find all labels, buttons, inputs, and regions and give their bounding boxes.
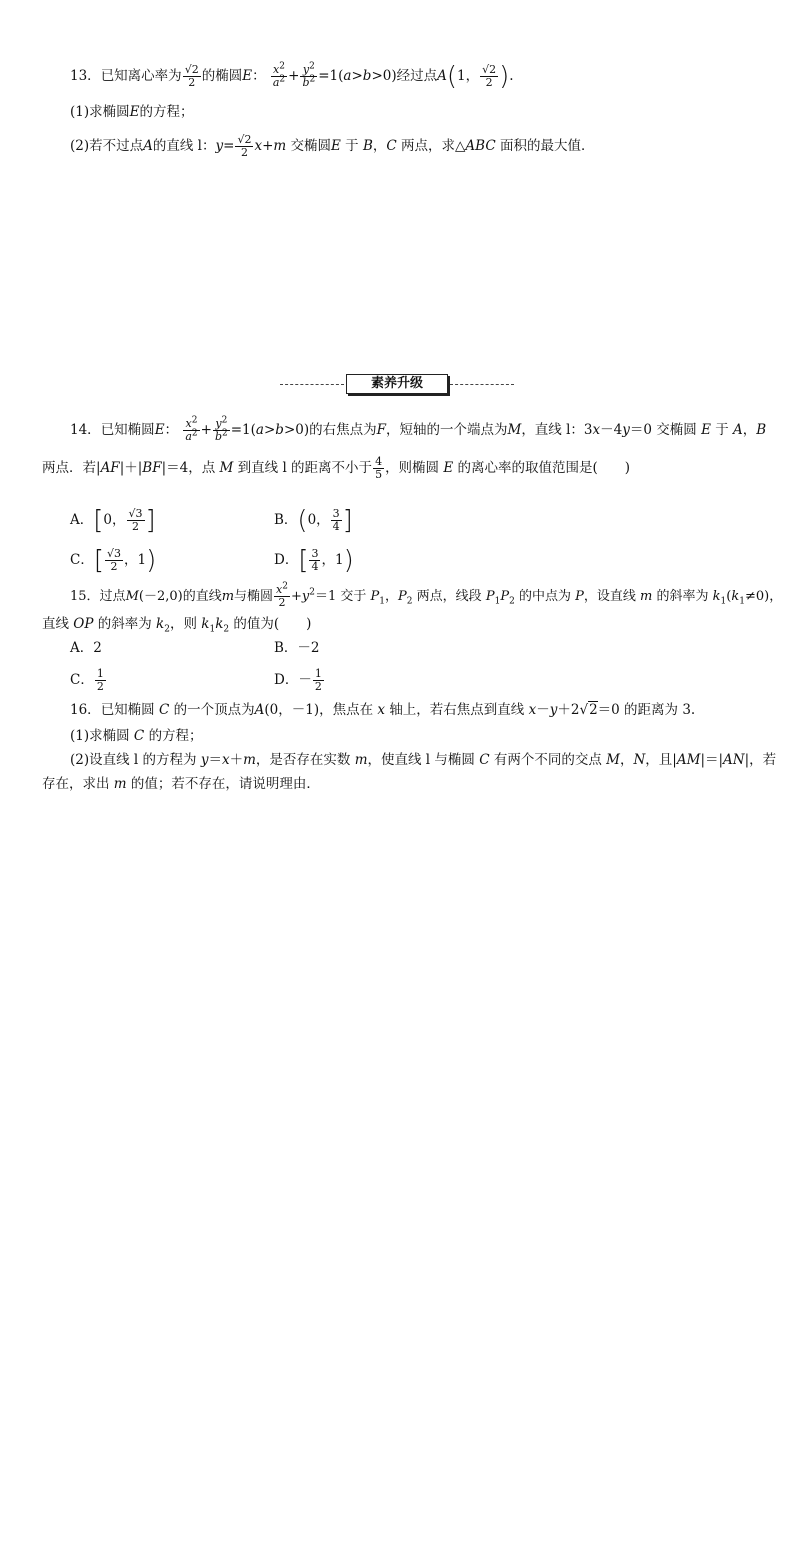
var-P: P (500, 589, 510, 604)
fraction-x2-a2 (183, 415, 199, 443)
subscript: 1 (739, 596, 745, 607)
exp: 2 (282, 581, 288, 592)
subscript: 1 (379, 596, 386, 607)
q13-part2-text: 面积的最大值． (499, 138, 595, 154)
fraction-sqrt2-over-2 (480, 64, 498, 89)
subscript: 2 (509, 596, 515, 607)
var-b: b (362, 68, 372, 84)
denominator: 2 (314, 680, 322, 693)
denominator: 2 (278, 596, 286, 609)
plus: + (291, 589, 302, 604)
q15-text: 的斜率为 (97, 616, 152, 632)
q15-text: ＝1 交于 (315, 589, 367, 604)
radicand: 2 (191, 63, 199, 76)
q15-option-b[interactable]: B．－2 (274, 640, 320, 656)
q13-part2-text: 于 (345, 138, 359, 154)
subscript: 1 (209, 624, 216, 635)
var-OP: OP (73, 616, 94, 632)
q14-text: ，则椭圆 (385, 460, 440, 476)
denominator: 4 (311, 560, 319, 573)
q15-text: 两点，线段 (416, 589, 482, 604)
q15-option-a[interactable]: A．2 (70, 640, 102, 656)
sqrt-sign: √ (579, 702, 589, 718)
q14-text: 到直线 l 的距离不小于 (237, 460, 373, 476)
var-x: x (528, 702, 537, 718)
q14-text: ，短轴的一个端点为 (385, 422, 508, 438)
exp: 2 (279, 61, 285, 72)
var-B: B (362, 138, 373, 154)
var-E: E (701, 422, 711, 438)
var-E: E (242, 68, 253, 84)
var-b: b (302, 76, 310, 89)
var-a: a (185, 430, 192, 443)
q13-text: 已知离心率为 (100, 68, 182, 84)
q16-part2-text: |＝| (700, 752, 724, 768)
comma: ， (372, 138, 387, 154)
left-bracket: [ (93, 545, 104, 576)
var-b: b (214, 430, 222, 443)
sqrt-sign: √ (107, 547, 115, 560)
q14-text: －4 (600, 422, 623, 438)
var-m: m (640, 589, 653, 604)
q14-line2 (42, 456, 630, 481)
banner-dash-left (280, 384, 344, 385)
radicand: 2 (244, 133, 252, 146)
option-label: B． (274, 512, 298, 528)
option-label: D． (274, 552, 299, 568)
exp: 2 (309, 587, 315, 598)
q15-number: 15． (70, 589, 100, 604)
q15-line1 (70, 581, 783, 609)
radicand: 2 (489, 63, 497, 76)
q16-text: 轴上，若右焦点到直线 (389, 702, 525, 718)
left-bracket: [ (93, 505, 104, 536)
q15-text: 直线 (42, 616, 69, 632)
q13-number: 13． (70, 68, 101, 84)
q15-text: ，则 (169, 616, 197, 632)
option-label: D．－ (274, 672, 312, 688)
comma: ， (321, 552, 335, 568)
q16-part2 (70, 750, 776, 770)
var-P: P (398, 589, 407, 604)
q14-option-d[interactable] (274, 545, 354, 576)
plus: + (288, 68, 300, 84)
fraction-sqrt3-over-2 (105, 548, 123, 573)
q16-text: 已知椭圆 (100, 702, 155, 718)
fraction-x2-over-2 (274, 581, 290, 609)
fraction-x2-a2 (271, 61, 287, 89)
subscript: 2 (406, 596, 413, 607)
right-paren: ) (146, 545, 157, 576)
q13-text: >0)经过点 (371, 68, 438, 84)
var-k: k (215, 616, 224, 632)
var-A: A (254, 702, 265, 718)
q13-line1 (70, 61, 514, 92)
var-x: x (221, 752, 230, 768)
colon: ： (252, 68, 266, 84)
var-m: m (221, 589, 235, 604)
sqrt-sign: √ (237, 133, 245, 146)
q13-part2-text: 交椭圆 (290, 138, 331, 154)
subscript: 1 (720, 596, 727, 607)
q16-number: 16． (70, 702, 101, 718)
q13-part2-text: 的直线 l： (152, 138, 216, 154)
comma: ， (385, 589, 399, 604)
q16-text: ＝0 的距离为 3. (597, 702, 696, 718)
comma: ， (619, 752, 634, 768)
q15-line2 (42, 614, 311, 634)
var-M: M (606, 752, 620, 768)
denominator: 4 (332, 520, 340, 533)
var-C: C (158, 702, 170, 718)
var-x: x (185, 417, 192, 430)
q14-text: ，直线 l：3 (521, 422, 593, 438)
q15-text: 的斜率为 (656, 589, 709, 604)
subscript: 2 (164, 624, 170, 635)
q16-text: (0，－1)，焦点在 (264, 702, 374, 718)
q16-part2-text: 的值；若不存在，请说明理由． (130, 776, 320, 792)
q15-text: 的值为( ) (233, 616, 312, 632)
sqrt-2 (579, 700, 597, 720)
left-paren: ( (297, 505, 308, 536)
var-m: m (113, 776, 127, 792)
option-label: C． (70, 552, 94, 568)
var-A: A (733, 422, 743, 438)
q16-part2-text: (2)设直线 l 的方程为 (70, 752, 197, 768)
q14-text: ＝0 交椭圆 (629, 422, 697, 438)
var-x: x (276, 583, 283, 596)
sqrt-sign: √ (184, 63, 192, 76)
q14-option-b[interactable] (274, 505, 353, 536)
q14-option-a[interactable] (70, 505, 156, 536)
var-m: m (243, 752, 256, 768)
exp: 2 (279, 74, 286, 85)
var-m: m (354, 752, 368, 768)
q13-part1-text: (1)求椭圆 (70, 104, 130, 120)
var-C: C (133, 728, 145, 744)
q13-text: =1( (318, 68, 344, 84)
coord: 1 (457, 68, 466, 84)
fraction-sqrt3-over-2 (127, 508, 145, 533)
q15-text: 与椭圆 (234, 589, 274, 604)
numerator: 4 (375, 455, 383, 468)
q16-part1-text: 的方程； (148, 728, 203, 744)
comma: ， (465, 68, 480, 84)
q16-text: ＋2 (557, 702, 580, 718)
var-a: a (272, 76, 280, 89)
plus: ＋ (229, 752, 244, 768)
q14-text: 于 (715, 422, 729, 438)
option-label: A． (70, 512, 94, 528)
q15-text: ≠0)， (744, 589, 783, 604)
var-k: k (712, 589, 721, 604)
q16-part1-text: (1)求椭圆 (70, 728, 130, 744)
var-x: x (273, 63, 280, 76)
q14-text: 已知椭圆 (100, 422, 155, 438)
minus: － (536, 702, 550, 718)
var-a: a (343, 68, 352, 84)
var-y: y (549, 702, 558, 718)
plus: + (262, 138, 274, 154)
q13-part2 (70, 134, 594, 159)
fraction-4-over-5 (373, 456, 384, 481)
fraction-3-over-4 (331, 508, 342, 533)
option-label: C． (70, 672, 94, 688)
radicand: 3 (135, 507, 143, 520)
bound: 0 (103, 512, 112, 528)
q16-part2-line2 (42, 774, 320, 794)
var-y: y (622, 422, 630, 438)
plus: + (200, 422, 212, 438)
denominator: 2 (485, 76, 493, 89)
q16-line1 (70, 700, 695, 720)
denominator: 2 (96, 680, 104, 693)
exp: 2 (191, 415, 198, 426)
q14-text: >0)的右焦点为 (283, 422, 377, 438)
right-bracket: ] (145, 505, 156, 536)
var-A: A (437, 68, 447, 84)
var-k: k (156, 616, 165, 632)
gt: > (351, 68, 363, 84)
seg-AF: AF (100, 460, 120, 476)
q15-option-c[interactable] (70, 668, 107, 693)
numerator: 1 (96, 667, 104, 680)
denominator: 2 (132, 520, 139, 533)
q15-text: 过点 (99, 589, 126, 604)
bound: 1 (334, 552, 344, 568)
triangle-ABC: ABC (465, 138, 496, 154)
seg-BF: BF (142, 460, 162, 476)
var-y: y (215, 417, 222, 430)
var-P: P (485, 589, 495, 604)
q16-part2-text: ，是否存在实数 (255, 752, 351, 768)
q15-option-d[interactable] (274, 668, 325, 693)
fraction-sqrt2-over-2 (183, 64, 201, 89)
sqrt-sign: √ (482, 63, 490, 76)
numerator: 3 (332, 507, 340, 520)
var-M: M (219, 460, 234, 476)
subscript: 1 (494, 596, 501, 607)
q14-text: |＝4，点 (161, 460, 216, 476)
q15-text: 的中点为 (518, 589, 571, 604)
var-k: k (731, 589, 740, 604)
q16-part2-text: ，使直线 l 与椭圆 (367, 752, 475, 768)
var-b: b (275, 422, 284, 438)
q16-part2-text: 存在，求出 (42, 776, 110, 792)
seg-AN: AN (723, 752, 745, 768)
comma: ， (316, 512, 330, 528)
equals: = (223, 138, 235, 154)
var-x: x (377, 702, 386, 718)
q16-text: 的一个顶点为 (173, 702, 255, 718)
right-paren: ) (499, 61, 510, 92)
var-x: x (592, 422, 601, 438)
q15-text: ，设直线 (583, 589, 636, 604)
exp: 2 (222, 428, 228, 439)
radicand: 3 (114, 547, 122, 560)
var-k: k (201, 616, 210, 632)
q13-part1 (70, 102, 193, 122)
comma: ， (124, 552, 138, 568)
paren: ( (726, 589, 732, 604)
left-paren: ( (446, 61, 458, 92)
seg-AM: AM (676, 752, 701, 768)
comma: ， (112, 512, 126, 528)
period: . (509, 68, 514, 84)
var-y: y (301, 589, 310, 604)
q14-option-c[interactable] (70, 545, 157, 576)
right-bracket: ] (342, 505, 353, 536)
var-A: A (143, 138, 153, 154)
q14-line1 (70, 415, 767, 443)
var-E: E (443, 460, 454, 476)
q13-part2-text: (2)若不过点 (70, 138, 144, 154)
exp: 2 (221, 415, 228, 426)
var-y: y (215, 138, 224, 154)
var-P: P (370, 589, 380, 604)
var-M: M (125, 589, 139, 604)
q14-text: 两点．若| (42, 460, 101, 476)
equals: ＝ (208, 752, 222, 768)
subscript: 2 (223, 624, 230, 635)
var-a: a (255, 422, 264, 438)
bound: 0 (307, 512, 317, 528)
exp: 2 (309, 61, 315, 72)
banner-dash-right (450, 384, 514, 385)
left-bracket: [ (298, 545, 309, 576)
denominator: 5 (375, 468, 383, 481)
var-C: C (386, 138, 397, 154)
q13-text: 的椭圆 (201, 68, 243, 84)
var-y: y (302, 63, 310, 76)
q16-part2-text: |，若 (744, 752, 777, 768)
fraction-1-over-2 (313, 668, 324, 693)
fraction-y2-b2 (213, 415, 230, 443)
var-E: E (154, 422, 165, 438)
exp: 2 (191, 428, 198, 439)
radicand: 2 (589, 702, 598, 718)
q16-part2-text: 有两个不同的交点 (493, 752, 602, 768)
exp: 2 (309, 74, 316, 85)
numerator: 1 (314, 667, 322, 680)
denominator: 2 (110, 560, 118, 573)
q14-text: |＋| (119, 460, 143, 476)
var-x: x (254, 138, 263, 154)
var-m: m (273, 138, 287, 154)
section-title: 素养升级 (346, 374, 448, 394)
var-P: P (575, 589, 584, 604)
fraction-3-over-4 (309, 548, 320, 573)
q14-text: 的离心率的取值范围是( ) (457, 460, 631, 476)
section-banner (280, 374, 514, 394)
q13-part2-text: 两点，求△ (401, 138, 466, 154)
var-E: E (331, 138, 341, 154)
q14-text: =1( (230, 422, 256, 438)
var-F: F (376, 422, 386, 438)
q14-number: 14． (70, 422, 101, 438)
numerator: 3 (311, 547, 319, 560)
fraction-y2-b2 (300, 61, 317, 89)
denominator: 2 (240, 146, 248, 159)
q15-text: (－2,0)的直线 (138, 589, 222, 604)
var-y: y (200, 752, 209, 768)
gt: > (263, 422, 276, 438)
var-N: N (633, 752, 646, 768)
var-B: B (756, 422, 767, 438)
fraction-1-over-2 (95, 668, 106, 693)
fraction-sqrt2-over-2 (235, 134, 253, 159)
bound: 1 (137, 552, 147, 568)
q16-part1 (70, 726, 203, 746)
right-paren: ) (343, 545, 354, 576)
colon: ： (164, 422, 179, 438)
q13-part1-text: 的方程； (139, 104, 194, 120)
denominator: 2 (188, 76, 196, 89)
sqrt-sign: √ (128, 507, 136, 520)
var-E: E (129, 104, 140, 120)
comma: ， (742, 422, 757, 438)
var-M: M (507, 422, 522, 438)
var-C: C (479, 752, 490, 768)
q16-part2-text: ，且| (645, 752, 677, 768)
